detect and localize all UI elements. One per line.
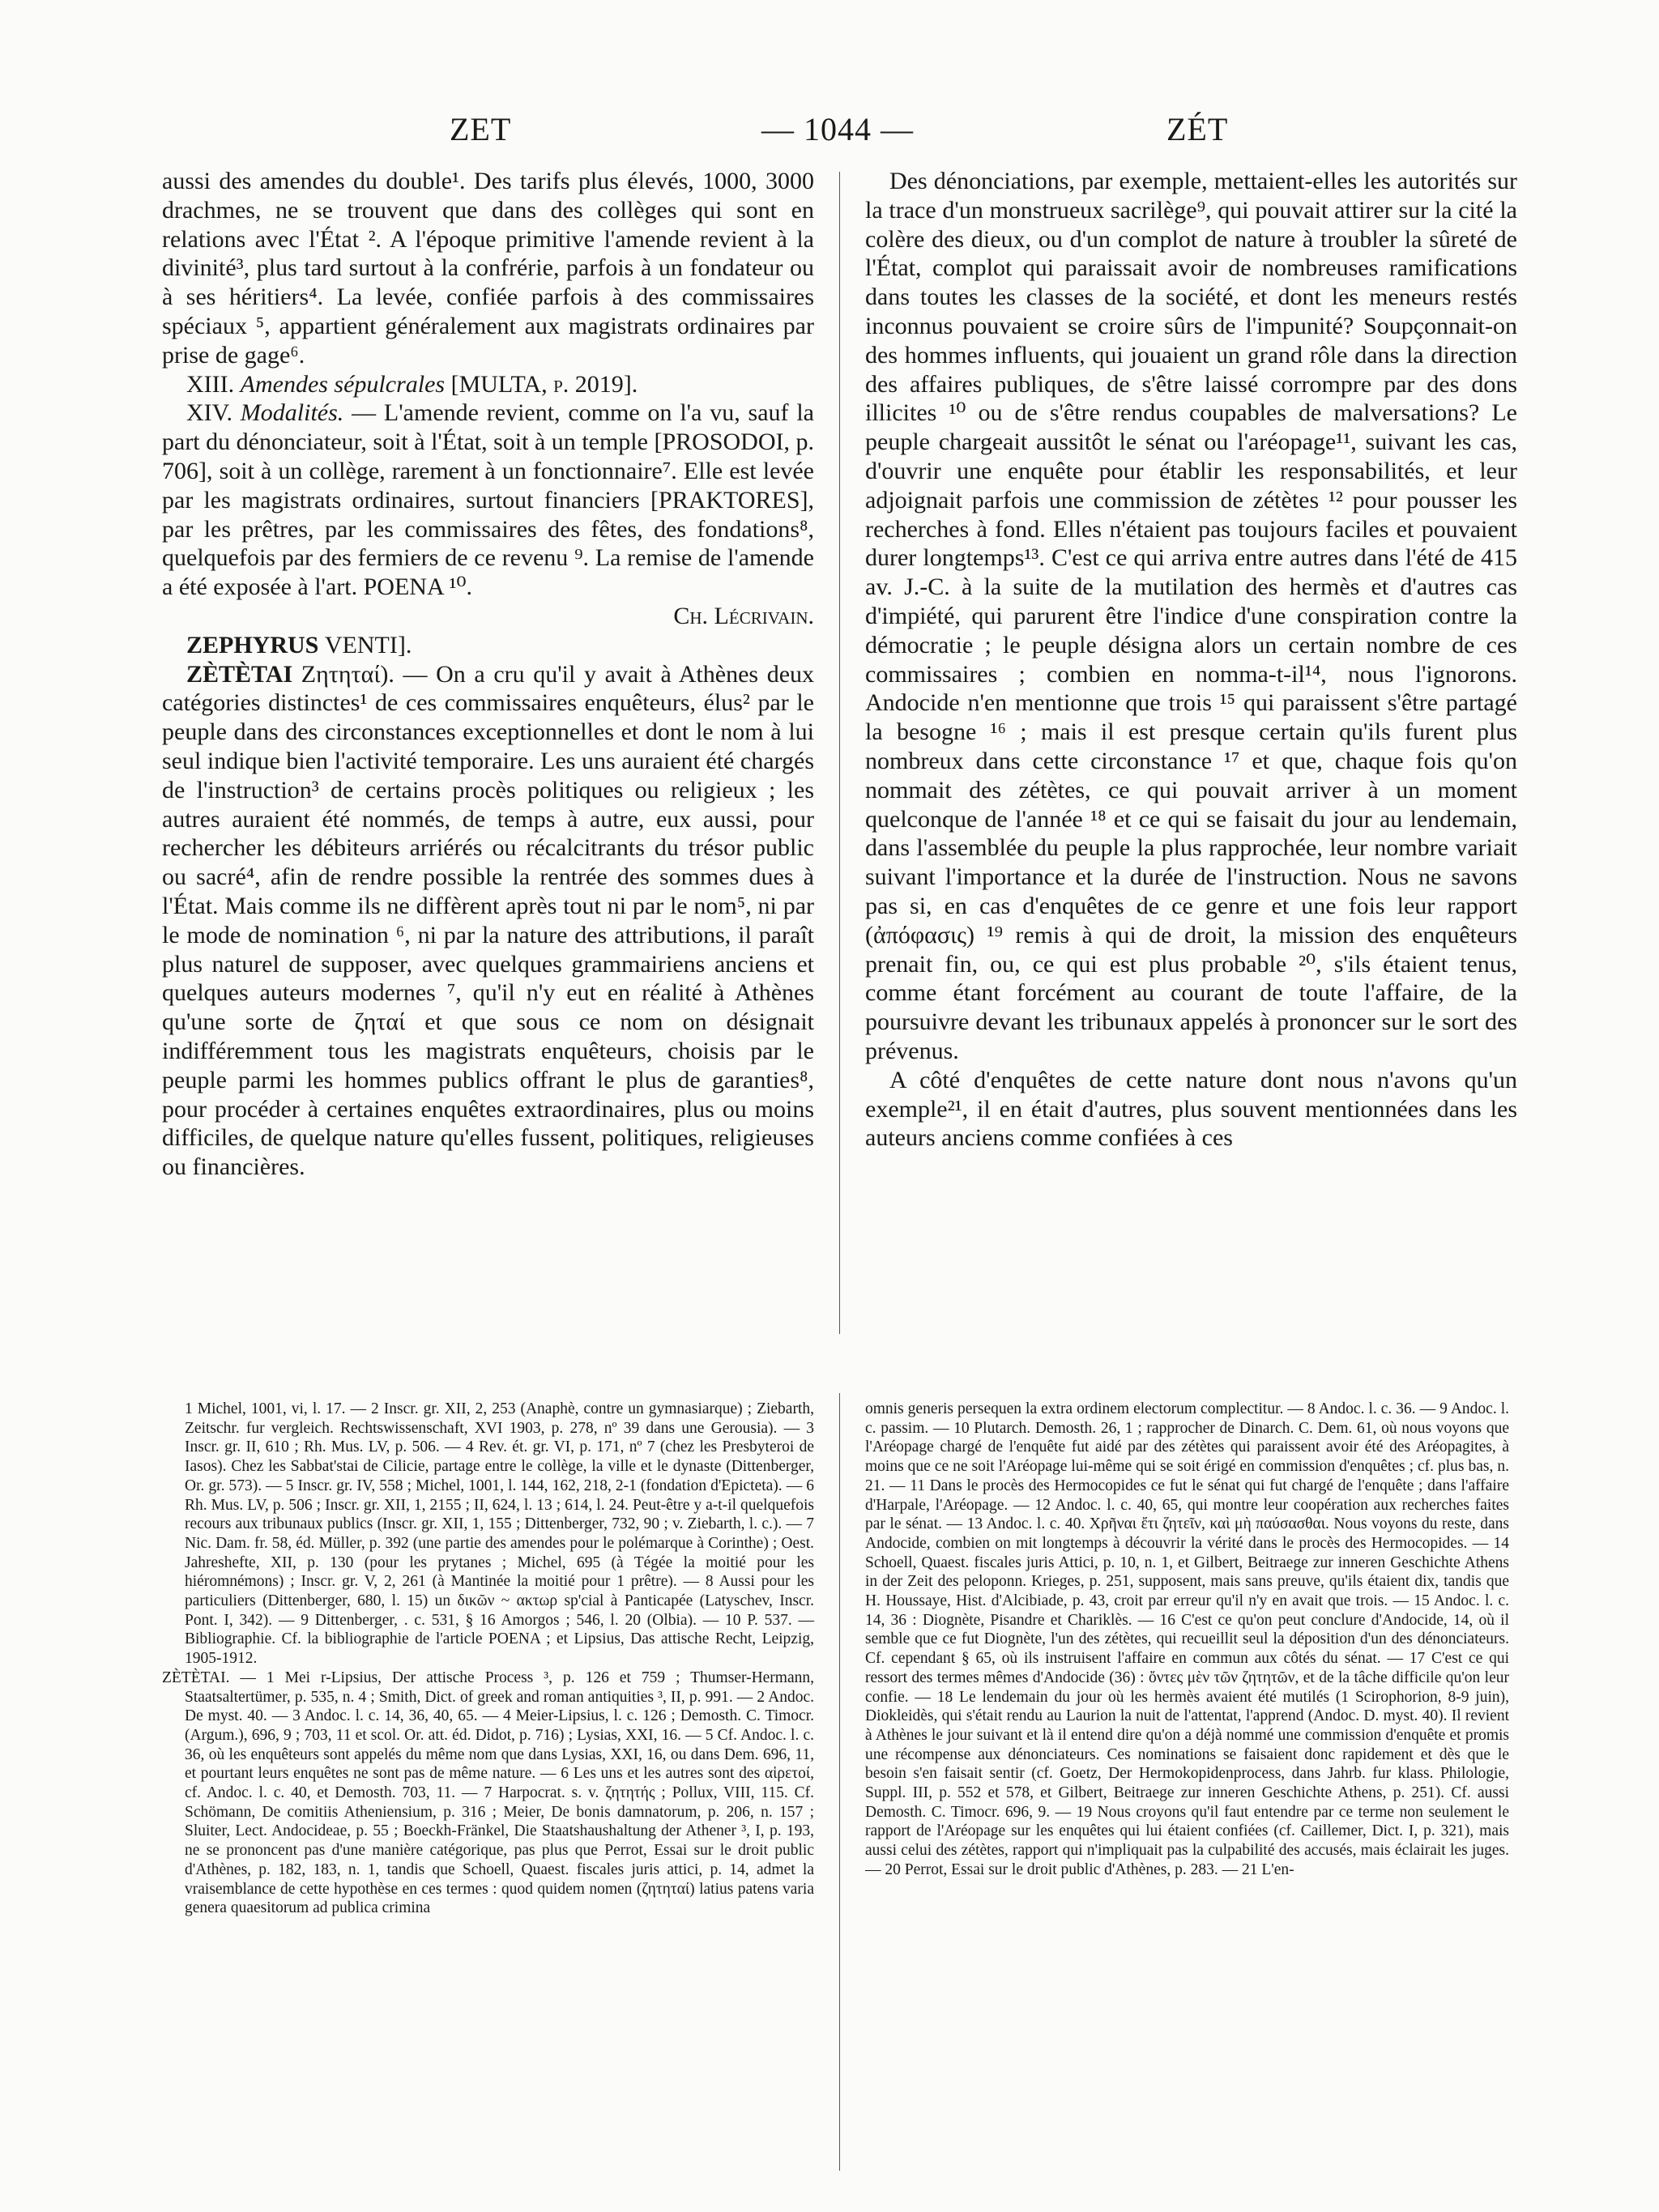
right-column <box>865 167 1517 1153</box>
running-header-left: ZET <box>450 111 512 147</box>
column-divider-bottom <box>839 1393 840 2171</box>
page-number: — 1044 — <box>761 111 914 147</box>
entry-zephyrus <box>162 631 814 660</box>
entry-zetetai <box>162 660 814 1182</box>
greek-term: Ζητηταί). <box>301 660 394 688</box>
section-number: XIII. <box>186 370 235 398</box>
paragraph: A côté d'enquêtes de cette nature dont nous n'avons qu'un exemple²¹, il en était d'autres, plus souvent mentionnées dans les auteurs anciens comme confiées à ces <box>865 1066 1517 1152</box>
author-signature: Ch. Lécrivain. <box>673 602 814 629</box>
entry-text: — On a cru qu'il y avait à Athènes deux catégories distinctes¹ de ces commissaires enquêteurs, élus² par le peuple dans des circonstances exceptionnelles et dont le nom à lui seul indique bien l'activité temporaire. Les uns auraient été chargés de l'instruction³ de certains procès politiques ou religieux ; les autres auraient été nommés, de temps à autre, eux aussi, pour rechercher les débiteurs arriérés ou récalcitrants du trésor public ou sacré⁴, afin de rendre possible la rentrée des sommes dues à l'État. Mais comme ils ne diffèrent après tout ni par le nom⁵, ni par le mode de nomination ⁶, ni par la nature des attributions, il paraît plus naturel de supposer, avec quelques grammairiens anciens et quelques auteurs modernes ⁷, qu'il n'y eut en réalité à Athènes qu'une sorte de ζηταί et que sous ce nom on désignait indifféremment tous les magistrats enquêteurs, choisis par le peuple parmi les hommes publics offrant le plus de garanties⁸, pour procéder à certaines enquêtes extraordinaires, plus ou moins difficiles, de quelque nature qu'elles fussent, politiques, religieuses ou financières. <box>162 660 815 1181</box>
cross-reference: VENTI]. <box>324 631 412 658</box>
left-column <box>162 167 814 1182</box>
paragraph: aussi des amendes du double¹. Des tarifs plus élevés, 1000, 3000 drachmes, ne se trouvent que dans des collèges qui sont en relations avec l'État ². A l'époque primitive l'amende revient à la divinité³, plus tard surtout à la confrérie, parfois à un fondateur ou à ses héritiers⁴. La levée, confiée parfois à des commissaires spéciaux ⁵, appartient généralement aux magistrats ordinaires par prise de gage⁶. <box>162 168 814 369</box>
footnotes-right <box>865 1400 1509 1880</box>
section-title: Modalités. <box>240 399 344 427</box>
signature-line <box>162 602 814 631</box>
footnote-block: omnis generis persequen la extra ordinem electorum complectitur. — 8 Andoc. l. c. 36. — 9 Andoc. l. c. passim. — 10 Plutarch. Demosth. 26, 1 ; rapprocher de Dinarch. C. Dem. 61, où nous voyons que l'Aréopage chargé de l'enquête fut aidé par des zétètes qui paraissent avoir été des Aréopagites, à moins que ce ne soit l'Aréopage lui-même qui se soit érigé en commission d'enquêtes ; cf. plus bas, n. 21. — 11 Dans le procès des Hermocopides ce fut le sénat qui fut chargé de l'enquête ; dans l'affaire d'Harpale, l'Aréopage. — 12 Andoc. l. c. 40, 65, qui montre leur coopération aux recherches faites par le sénat. — 13 Andoc. l. c. 40. Χρῆναι ἔτι ζητεῖν, καὶ μὴ παύσασθαι. Nous voyons du reste, dans Andocide, combien on mit longtemps à découvrir la vérité dans le procès des Hermocopides. — 14 Schoell, Quaest. fiscales juris Attici, p. 10, n. 1, et Gilbert, Beitraege zur inneren Geschichte Athens in der Zeit des peloponn. Krieges, p. 251, supposent, mais sans preuve, qu'ils étaient dix, tandis que H. Houssaye, Hist. d'Alcibiade, p. 43, croit par erreur qu'il n'y en avait que trois. — 15 Andoc. l. c. 14, 36 : Diognète, Pisandre et Chariklès. — 16 C'est ce qu'on peut conclure d'Andocide, 14, où il semble que ce fut Diognète, l'un des zétètes, qui recueillit seul la déposition d'un des dénonciateurs. Cf. cependant § 65, où ils instruisent l'affaire en commun aux côtés du sénat. — 17 C'est ce qui ressort des termes mêmes d'Andocide (36) : ὄντες μὲν τῶν ζητητῶν, et de la tâche difficile qu'on leur confie. — 18 Le lendemain du jour où les hermès avaient été mutilés (1 Scirophorion, 8-9 juin), Diokleidès, qui s'était rendu au Laurion la nuit de l'attentat, l'apprend (Andoc. D. myst. 40). Il revient à Athènes le jour suivant et là il entend dire qu'on a déjà nommé une commission d'enquête et promis une récompense aux dénonciateurs. Ces nominations se faisaient donc rapidement et dès que le besoin s'en faisait sentir (cf. Goetz, Der Hermokopidenprocess, dans Jahrb. fur klass. Philologie, Suppl. III, p. 552 et 578, et Gilbert, Beitraege zur inneren Geschichte Athens, p. 251). Cf. aussi Demosth. C. Timocr. 696, 9. — 19 Nous croyons qu'il faut entendre par ce terme non seulement le rapport de l'Aréopage sur les enquêtes qui lui étaient confiées (cf. Caillemer, Dict. I, p. 321), mais aussi celui des zétètes, rapport qui n'impliquait pas la culpabilité des accusés, mais éclairait les juges. — 20 Perrot, Essai sur le droit public d'Athènes, p. 283. — 21 L'en- <box>865 1400 1509 1878</box>
section-13 <box>162 370 814 399</box>
footnote-block: ZÈTÈTAI. — 1 Mei r-Lipsius, Der attische Process ³, p. 126 et 759 ; Thumser-Hermann, Staatsaltertümer, p. 535, n. 4 ; Smith, Dict. of greek and roman antiquities ³, II, p. 991. — 2 Andoc. De myst. 40. — 3 Andoc. l. c. 14, 36, 40, 65. — 4 Meier-Lipsius, l. c. 126 ; Demosth. C. Timocr. (Argum.), 696, 9 ; 703, 11 et scol. Or. att. éd. Didot, p. 716) ; Lysias, XXI, 16. — 5 Cf. Andoc. l. c. 36, où les enquêteurs sont appelés du même nom que dans Lysias, XXI, 16, ou dans Dem. 696, 11, et pourtant leurs enquêtes ne sont pas de même nature. — 6 Les uns et les autres sont des αἱρετοί, cf. Andoc. l. c. 40, et Demosth. 703, 11. — 7 Harpocrat. s. v. ζητητής ; Pollux, VIII, 115. Cf. Schömann, De comitiis Atheniensium, p. 316 ; Meier, De bonis damnatorum, p. 206, n. 157 ; Sluiter, Lect. Andocideae, p. 55 ; Boeckh-Fränkel, Die Staatshaushaltung der Athener ³, I, p. 193, ne se prononcent pas d'une manière catégorique, pas plus que Perrot, Essai sur le droit public d'Athènes, p. 182, 183, n. 1, tandis que Schoell, Quaest. fiscales juris attici, p. 14, admet la vraisemblance de cette hypothèse en ces termes : quod quidem nomen (ζητηταί) latius patens varia genera quaesitorum ad publica crimina <box>162 1669 814 1917</box>
section-14 <box>162 399 814 602</box>
entry-headword: ZÈTÈTAI <box>186 660 293 688</box>
footnotes-left <box>162 1400 814 1918</box>
paragraph: Des dénonciations, par exemple, mettaient-elles les autorités sur la trace d'un monstrueux sacrilège⁹, qui pouvait attirer sur la cité la colère des dieux, ou d'un complot de nature à troubler la sûreté de l'État, complot qui paraissait avoir de nombreuses ramifications dans toutes les classes de la société, et dont les meneurs restés inconnus pouvaient se croire sûrs de l'impunité? Soupçonnait-on des hommes influents, qui jouaient un grand rôle dans la direction des affaires publiques, de s'être laissé corrompre par des dons illicites ¹⁰ ou de s'être rendus coupables de malversations? Le peuple chargeait aussitôt le sénat ou l'aréopage¹¹, suivant les cas, d'ouvrir une enquête pour établir les responsabilités, et leur adjoignait parfois une commission de zétètes ¹² pour pousser les recherches à fond. Elles n'étaient pas toujours faciles et pouvaient durer longtemps¹³. C'est ce qui arriva entre autres dans l'été de 415 av. J.-C. à la suite de la mutilation des hermès et d'autres cas d'impiété, qui parurent être l'indice d'une conspiration contre la démocratie ; le peuple désigna alors un certain nombre de ces commissaires ; combien en nomma-t-il¹⁴, nous l'ignorons. Andocide n'en mentionne que trois ¹⁵ qui paraissent s'être partagé la besogne ¹⁶ ; mais il est presque certain qu'ils furent plus nombreux dans cette circonstance ¹⁷ et que, chaque fois qu'on nommait des zétètes, ce qui pouvait arriver à un moment quelconque de l'année ¹⁸ et ce qui se faisait du jour au lendemain, dans l'assemblée du peuple la plus rapprochée, leur nombre variait suivant l'importance et la durée de l'instruction. Nous ne savons pas si, en cas d'enquêtes de ce genre et une fois leur rapport (ἀπόφασις) ¹⁹ remis à qui de droit, la mission des enquêteurs prenait fin, ou, ce qui est plus probable ²⁰, s'ils étaient tenus, comme étant forcément au courant de toute l'affaire, de la poursuivre devant les tribunaux appelés à prononcer sur le sort des prévenus. <box>865 168 1517 1064</box>
section-title: Amendes sépulcrales <box>240 370 446 398</box>
entry-headword: ZEPHYRUS <box>186 631 319 658</box>
section-text: — L'amende revient, comme on l'a vu, sauf la part du dénonciateur, soit à l'État, soit à un temple [PROSODOI, p. 706], soit à un collège, rarement à un fonctionnaire⁷. Elle est levée par les magistrats ordinaires, surtout financiers [PRAKTORES], par les prêtres, par les commissaires des fêtes, des fondations⁸, quelquefois par des fermiers de ce revenu ⁹. La remise de l'amende a été exposée à l'art. POENA ¹⁰. <box>162 399 814 601</box>
cross-reference: [MULTA, p. 2019]. <box>450 370 638 398</box>
column-divider-top <box>839 172 840 1334</box>
running-header-right: ZÉT <box>1166 111 1229 147</box>
footnote-block: 1 Michel, 1001, vi, l. 17. — 2 Inscr. gr. XII, 2, 253 (Anaphè, contre un gymnasiarque) ; Ziebarth, Zeitschr. fur vergleich. Rechtswissenschaft, XVI 1903, p. 278, nº 39 dans une Gerousia). — 3 Inscr. gr. II, 610 ; Rh. Mus. LV, p. 506. — 4 Rev. ét. gr. VI, p. 171, nº 7 (chez les Presbyteroi de Iasos). Chez les Sabbat'stai de Cilicie, partage entre le collège, la ville et le dynaste (Dittenberger, Or. gr. 573). — 5 Inscr. gr. IV, 558 ; Michel, 1001, l. 144, 162, 218, 2-1 (fondation d'Epicteta). — 6 Rh. Mus. LV, p. 506 ; Inscr. gr. XII, 1, 2155 ; II, 624, l. 13 ; 614, l. 24. Peut-être y a-t-il quelquefois recours aux tribunaux publics (Inscr. gr. XII, 1, 155 ; Dittenberger, 732, 90 ; v. Ziebarth, l. c.). — 7 Nic. Dam. fr. 58, éd. Müller, p. 392 (une partie des amendes pour le polémarque à Corinthe) ; Oest. Jahreshefte, XII, p. 130 (pour les prytanes ; Michel, 695 (à Tégée la moitié pour les hiéromnémons) ; Inscr. gr. V, 2, 261 (à Mantinée la moitié pour 1 prêtre). — 8 Aussi pour les particuliers (Dittenberger, 680, l. 15) un δικῶν ~ ακτωρ sp'cial à Panticapée (Latyschev, Inscr. Pont. I, 342). — 9 Dittenberger, . c. 531, § 16 Amorgos ; 546, l. 20 (Olbia). — 10 P. 537. — Bibliographie. Cf. la bibliographie de l'article POENA ; et Lipsius, Das attische Recht, Leipzig, 1905-1912. <box>185 1400 814 1668</box>
section-number: XIV. <box>186 399 232 427</box>
